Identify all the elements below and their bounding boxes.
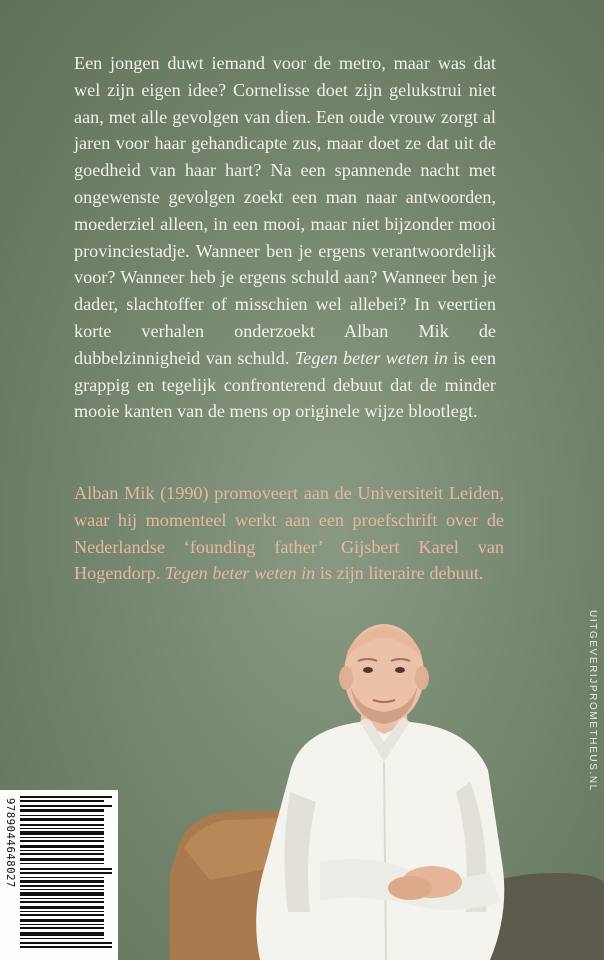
blurb-text: Een jongen duwt iemand voor de metro, maar was dat wel zijn eigen idee? Cornelisse doet zijn gelukstrui niet aan, met alle gevolgen van dien. Een oude vrouw zorgt al jaren voor haar gehandicapte zus, maar doet ze dat uit de goedheid van haar hart? Na een spannende nacht met ongewenste gevolgen zoekt een man naar antwoorden, moederziel alleen, in een mooi, maar niet bijzonder mooi provinciestadje. Wanneer ben je ergens verantwoordelijk voor? Wanneer heb je ergens schuld aan? Wanneer ben je dader, slachtoffer of misschien wel allebei? In veertien korte verhalen onderzoekt Alban Mik de dubbelzinnigheid van schuld. Tegen beter weten in is een grappig en tegelijk confronterend debuut dat de minder mooie kanten van de mens op originele wijze blootlegt. bbox=[74, 53, 496, 422]
barcode-bars bbox=[20, 796, 112, 954]
book-title-italic: Tegen beter weten in bbox=[294, 347, 448, 368]
isbn-barcode bbox=[0, 790, 118, 960]
isbn-digits: 9789044648027 bbox=[4, 798, 16, 888]
book-title-italic-bio: Tegen beter weten in bbox=[164, 563, 316, 584]
author-photo bbox=[170, 612, 604, 960]
publisher-url: UITGEVERIJPROMETHEUS.NL bbox=[587, 610, 598, 792]
author-bio: Alban Mik (1990) promoveert aan de Universiteit Leiden, waar hij momenteel werkt aan een proefschrift over de Nederlandse ‘founding father’ Gijsbert Karel van Hogendorp. Tegen beter weten in is zijn literaire debuut. bbox=[74, 483, 504, 584]
